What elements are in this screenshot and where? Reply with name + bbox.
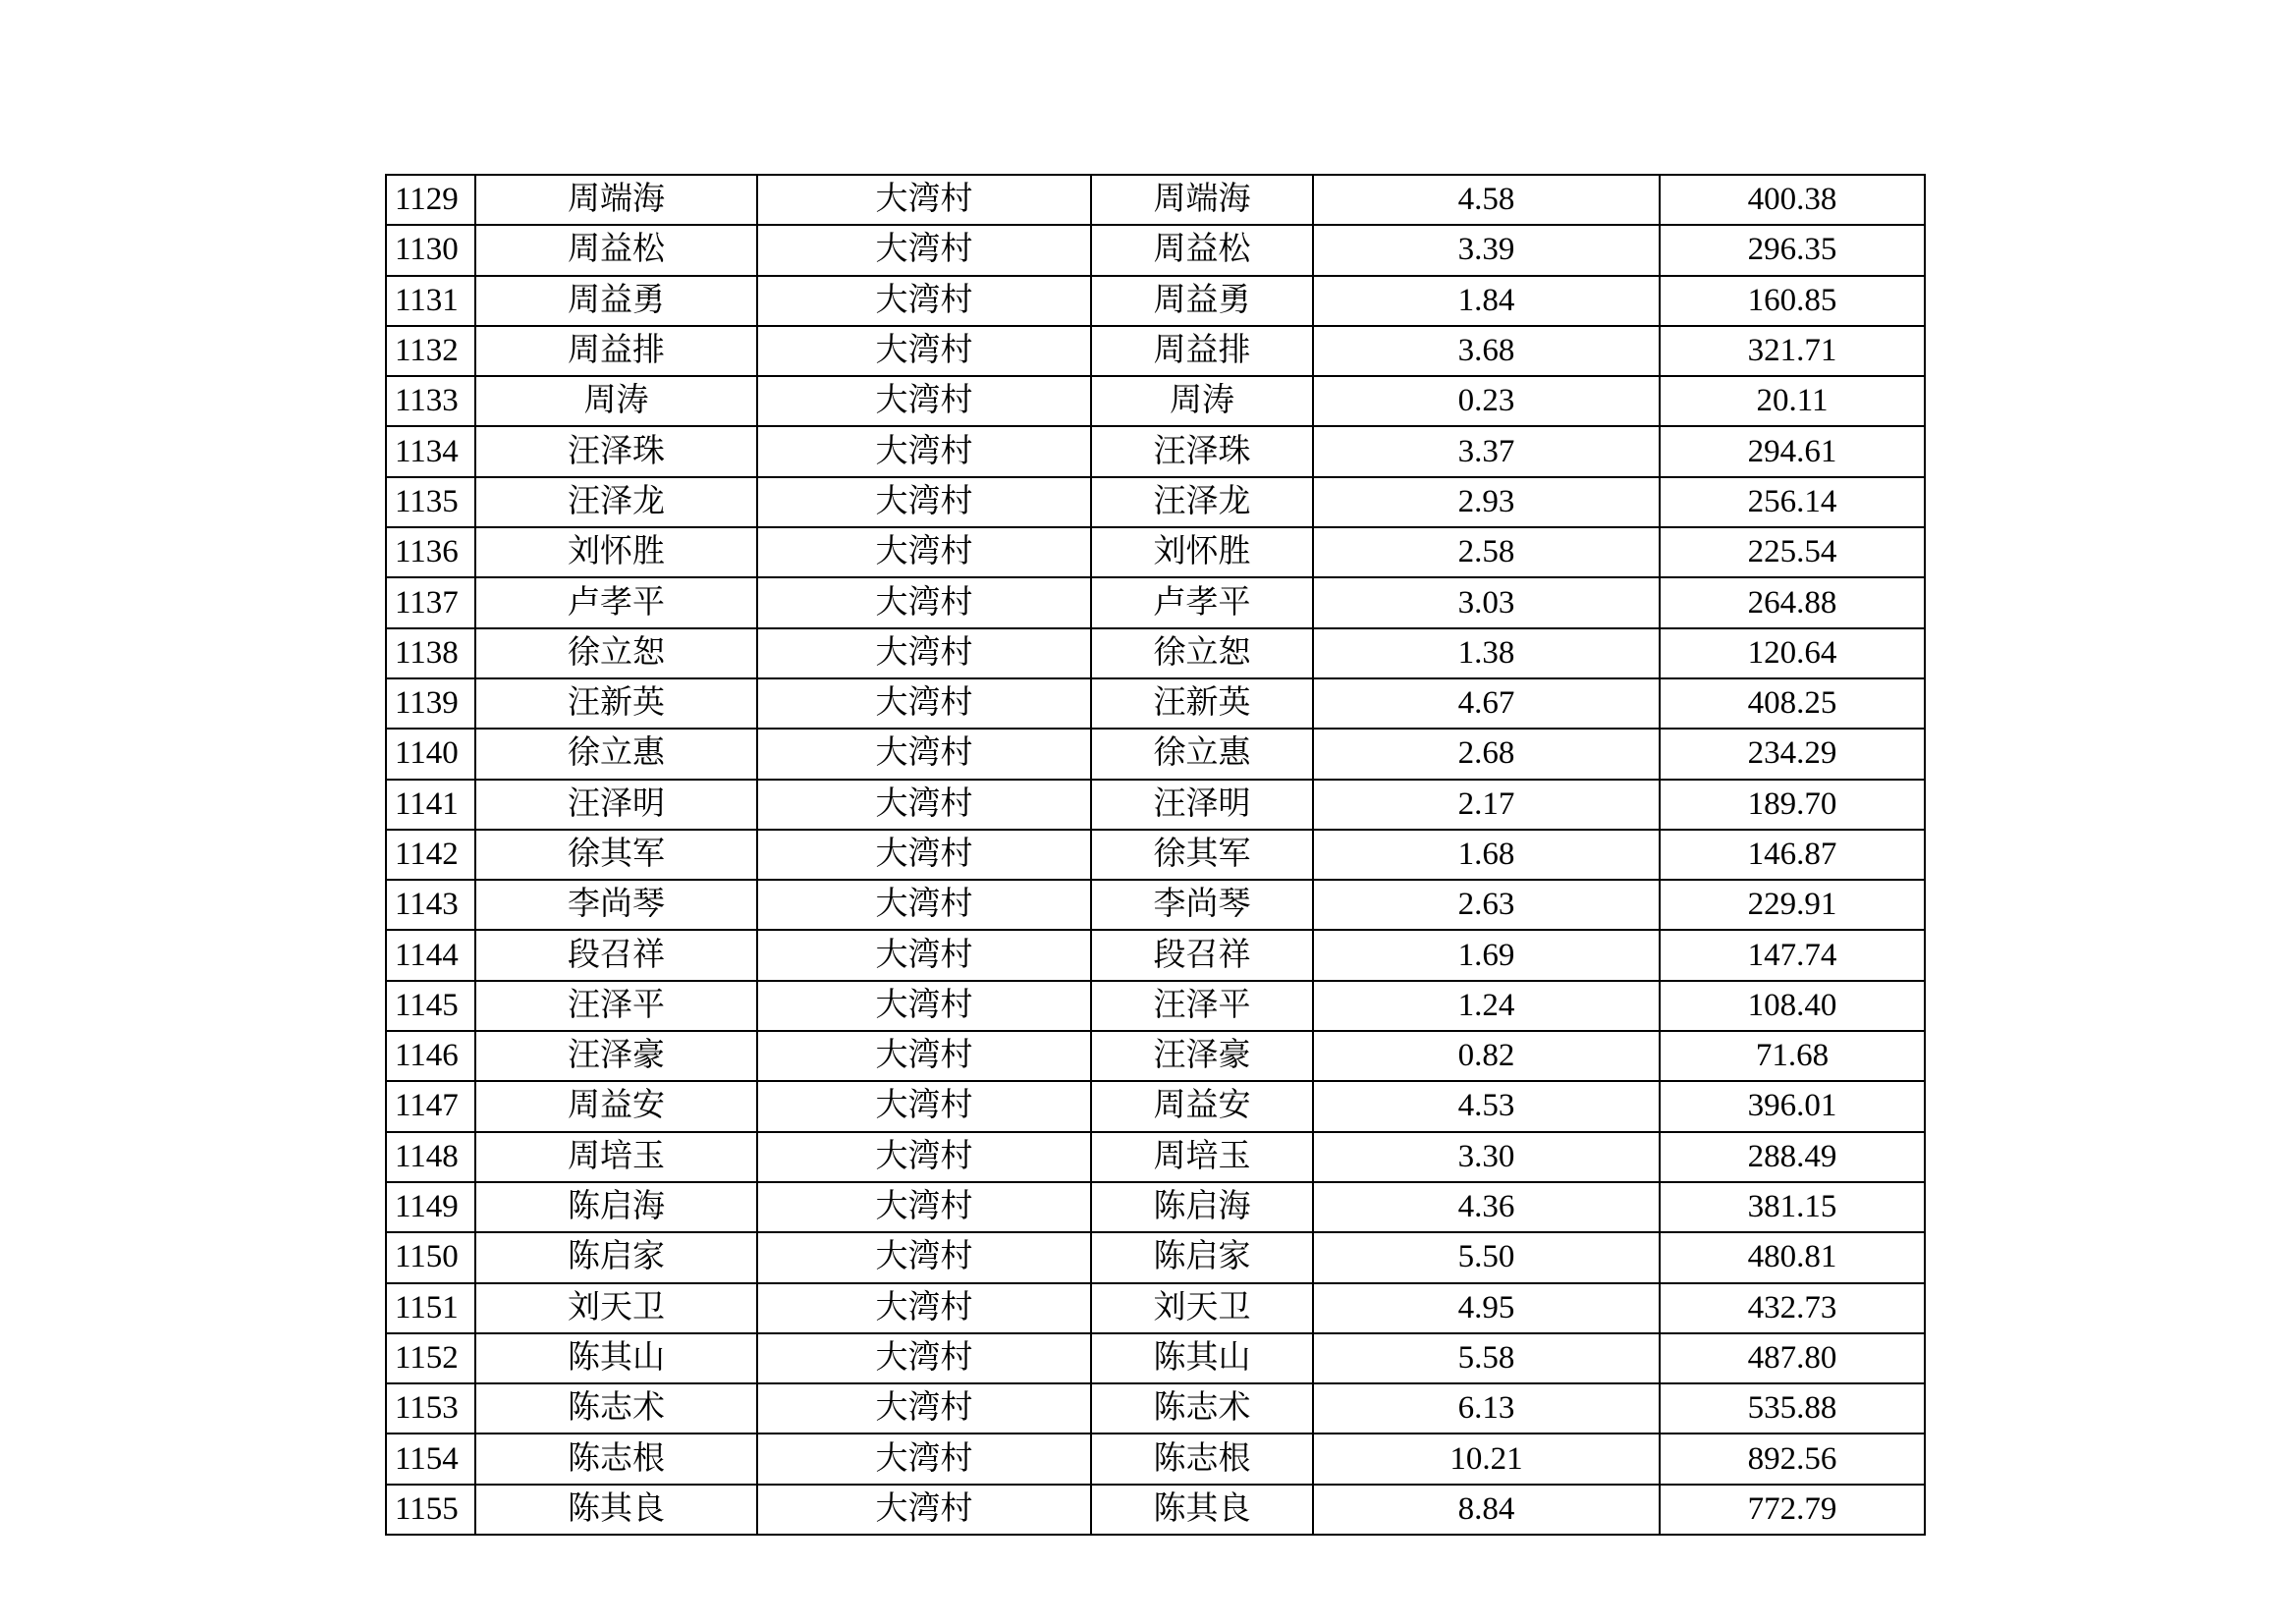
table-row <box>386 830 1925 880</box>
cell-amount: 296.35 <box>1660 225 1925 275</box>
cell-area: 10.21 <box>1313 1434 1660 1484</box>
cell-amount: 108.40 <box>1660 981 1925 1031</box>
data-table <box>385 174 1926 1536</box>
cell-village: 大湾村 <box>757 880 1091 930</box>
table-row <box>386 1383 1925 1434</box>
cell-name: 刘天卫 <box>475 1283 757 1333</box>
cell-serial-number: 1154 <box>386 1434 475 1484</box>
cell-household-head: 周涛 <box>1091 376 1313 426</box>
cell-amount: 535.88 <box>1660 1383 1925 1434</box>
table-row <box>386 628 1925 678</box>
cell-area: 4.58 <box>1313 175 1660 225</box>
cell-village: 大湾村 <box>757 780 1091 830</box>
cell-village: 大湾村 <box>757 1333 1091 1383</box>
table-row <box>386 1182 1925 1232</box>
cell-amount: 264.88 <box>1660 577 1925 627</box>
table-row <box>386 1485 1925 1535</box>
cell-village: 大湾村 <box>757 577 1091 627</box>
cell-amount: 396.01 <box>1660 1081 1925 1131</box>
cell-serial-number: 1131 <box>386 276 475 326</box>
cell-area: 0.82 <box>1313 1031 1660 1081</box>
table-row <box>386 1132 1925 1182</box>
cell-name: 陈启家 <box>475 1232 757 1282</box>
table-row <box>386 1232 1925 1282</box>
cell-amount: 229.91 <box>1660 880 1925 930</box>
cell-household-head: 周益松 <box>1091 225 1313 275</box>
cell-village: 大湾村 <box>757 477 1091 527</box>
cell-area: 1.38 <box>1313 628 1660 678</box>
cell-name: 卢孝平 <box>475 577 757 627</box>
cell-name: 周涛 <box>475 376 757 426</box>
cell-area: 2.58 <box>1313 527 1660 577</box>
cell-village: 大湾村 <box>757 426 1091 476</box>
cell-household-head: 段召祥 <box>1091 930 1313 980</box>
cell-area: 2.17 <box>1313 780 1660 830</box>
cell-serial-number: 1143 <box>386 880 475 930</box>
cell-serial-number: 1146 <box>386 1031 475 1081</box>
cell-serial-number: 1149 <box>386 1182 475 1232</box>
cell-serial-number: 1153 <box>386 1383 475 1434</box>
cell-household-head: 汪新英 <box>1091 678 1313 729</box>
cell-amount: 408.25 <box>1660 678 1925 729</box>
table-row <box>386 477 1925 527</box>
table-row <box>386 1283 1925 1333</box>
cell-village: 大湾村 <box>757 276 1091 326</box>
cell-serial-number: 1150 <box>386 1232 475 1282</box>
cell-serial-number: 1130 <box>386 225 475 275</box>
cell-amount: 189.70 <box>1660 780 1925 830</box>
cell-area: 3.37 <box>1313 426 1660 476</box>
cell-household-head: 周益安 <box>1091 1081 1313 1131</box>
cell-amount: 146.87 <box>1660 830 1925 880</box>
cell-village: 大湾村 <box>757 1081 1091 1131</box>
cell-household-head: 周益勇 <box>1091 276 1313 326</box>
cell-household-head: 刘怀胜 <box>1091 527 1313 577</box>
cell-area: 5.58 <box>1313 1333 1660 1383</box>
cell-household-head: 汪泽豪 <box>1091 1031 1313 1081</box>
cell-household-head: 周端海 <box>1091 175 1313 225</box>
table-row <box>386 678 1925 729</box>
cell-village: 大湾村 <box>757 628 1091 678</box>
cell-village: 大湾村 <box>757 1485 1091 1535</box>
table-row <box>386 1333 1925 1383</box>
cell-area: 5.50 <box>1313 1232 1660 1282</box>
cell-name: 周益安 <box>475 1081 757 1131</box>
cell-amount: 256.14 <box>1660 477 1925 527</box>
cell-household-head: 陈其良 <box>1091 1485 1313 1535</box>
cell-serial-number: 1133 <box>386 376 475 426</box>
table-row <box>386 426 1925 476</box>
cell-amount: 120.64 <box>1660 628 1925 678</box>
cell-area: 1.69 <box>1313 930 1660 980</box>
cell-name: 周端海 <box>475 175 757 225</box>
cell-amount: 400.38 <box>1660 175 1925 225</box>
cell-serial-number: 1132 <box>386 326 475 376</box>
cell-name: 陈启海 <box>475 1182 757 1232</box>
cell-name: 周益勇 <box>475 276 757 326</box>
cell-village: 大湾村 <box>757 1232 1091 1282</box>
cell-village: 大湾村 <box>757 930 1091 980</box>
cell-household-head: 汪泽平 <box>1091 981 1313 1031</box>
cell-name: 汪泽豪 <box>475 1031 757 1081</box>
cell-household-head: 徐立惠 <box>1091 729 1313 779</box>
cell-amount: 432.73 <box>1660 1283 1925 1333</box>
cell-household-head: 徐其军 <box>1091 830 1313 880</box>
cell-name: 徐立惠 <box>475 729 757 779</box>
cell-name: 李尚琴 <box>475 880 757 930</box>
cell-name: 汪泽平 <box>475 981 757 1031</box>
cell-area: 2.63 <box>1313 880 1660 930</box>
cell-name: 周培玉 <box>475 1132 757 1182</box>
table-row <box>386 1031 1925 1081</box>
cell-serial-number: 1148 <box>386 1132 475 1182</box>
table-row <box>386 376 1925 426</box>
table-body <box>386 175 1925 1535</box>
cell-area: 1.24 <box>1313 981 1660 1031</box>
table-row <box>386 930 1925 980</box>
cell-name: 徐立恕 <box>475 628 757 678</box>
table-row <box>386 276 1925 326</box>
cell-serial-number: 1139 <box>386 678 475 729</box>
cell-name: 刘怀胜 <box>475 527 757 577</box>
cell-amount: 20.11 <box>1660 376 1925 426</box>
cell-name: 陈志根 <box>475 1434 757 1484</box>
cell-amount: 892.56 <box>1660 1434 1925 1484</box>
cell-household-head: 陈志术 <box>1091 1383 1313 1434</box>
table-row <box>386 1434 1925 1484</box>
cell-amount: 160.85 <box>1660 276 1925 326</box>
cell-household-head: 李尚琴 <box>1091 880 1313 930</box>
cell-serial-number: 1134 <box>386 426 475 476</box>
cell-area: 2.93 <box>1313 477 1660 527</box>
cell-household-head: 陈志根 <box>1091 1434 1313 1484</box>
cell-name: 汪泽龙 <box>475 477 757 527</box>
cell-household-head: 汪泽明 <box>1091 780 1313 830</box>
cell-village: 大湾村 <box>757 1132 1091 1182</box>
cell-village: 大湾村 <box>757 225 1091 275</box>
cell-household-head: 周培玉 <box>1091 1132 1313 1182</box>
cell-amount: 487.80 <box>1660 1333 1925 1383</box>
table-row <box>386 326 1925 376</box>
cell-household-head: 刘天卫 <box>1091 1283 1313 1333</box>
cell-village: 大湾村 <box>757 175 1091 225</box>
table-row <box>386 981 1925 1031</box>
cell-village: 大湾村 <box>757 1383 1091 1434</box>
cell-household-head: 汪泽龙 <box>1091 477 1313 527</box>
cell-village: 大湾村 <box>757 376 1091 426</box>
cell-village: 大湾村 <box>757 830 1091 880</box>
cell-serial-number: 1136 <box>386 527 475 577</box>
cell-name: 汪泽珠 <box>475 426 757 476</box>
cell-serial-number: 1152 <box>386 1333 475 1383</box>
cell-amount: 71.68 <box>1660 1031 1925 1081</box>
cell-serial-number: 1145 <box>386 981 475 1031</box>
table-row <box>386 1081 1925 1131</box>
cell-village: 大湾村 <box>757 729 1091 779</box>
cell-amount: 381.15 <box>1660 1182 1925 1232</box>
cell-serial-number: 1129 <box>386 175 475 225</box>
cell-amount: 772.79 <box>1660 1485 1925 1535</box>
cell-household-head: 陈其山 <box>1091 1333 1313 1383</box>
cell-serial-number: 1141 <box>386 780 475 830</box>
cell-name: 段召祥 <box>475 930 757 980</box>
cell-name: 徐其军 <box>475 830 757 880</box>
table-row <box>386 175 1925 225</box>
cell-area: 4.67 <box>1313 678 1660 729</box>
table-row <box>386 225 1925 275</box>
cell-household-head: 汪泽珠 <box>1091 426 1313 476</box>
cell-amount: 288.49 <box>1660 1132 1925 1182</box>
cell-serial-number: 1142 <box>386 830 475 880</box>
cell-amount: 225.54 <box>1660 527 1925 577</box>
cell-village: 大湾村 <box>757 1434 1091 1484</box>
cell-serial-number: 1135 <box>386 477 475 527</box>
cell-serial-number: 1151 <box>386 1283 475 1333</box>
cell-village: 大湾村 <box>757 1182 1091 1232</box>
cell-name: 陈志术 <box>475 1383 757 1434</box>
cell-area: 2.68 <box>1313 729 1660 779</box>
cell-area: 0.23 <box>1313 376 1660 426</box>
cell-amount: 147.74 <box>1660 930 1925 980</box>
cell-household-head: 周益排 <box>1091 326 1313 376</box>
cell-area: 1.84 <box>1313 276 1660 326</box>
cell-name: 陈其良 <box>475 1485 757 1535</box>
table-row <box>386 577 1925 627</box>
table-row <box>386 880 1925 930</box>
cell-amount: 321.71 <box>1660 326 1925 376</box>
cell-serial-number: 1147 <box>386 1081 475 1131</box>
cell-name: 汪泽明 <box>475 780 757 830</box>
cell-name: 周益松 <box>475 225 757 275</box>
cell-amount: 294.61 <box>1660 426 1925 476</box>
cell-area: 8.84 <box>1313 1485 1660 1535</box>
cell-household-head: 陈启海 <box>1091 1182 1313 1232</box>
cell-household-head: 卢孝平 <box>1091 577 1313 627</box>
cell-village: 大湾村 <box>757 1283 1091 1333</box>
table-row <box>386 527 1925 577</box>
cell-serial-number: 1137 <box>386 577 475 627</box>
table-row <box>386 780 1925 830</box>
cell-village: 大湾村 <box>757 1031 1091 1081</box>
cell-serial-number: 1138 <box>386 628 475 678</box>
cell-household-head: 徐立恕 <box>1091 628 1313 678</box>
cell-village: 大湾村 <box>757 678 1091 729</box>
cell-area: 3.68 <box>1313 326 1660 376</box>
cell-area: 4.53 <box>1313 1081 1660 1131</box>
cell-area: 3.39 <box>1313 225 1660 275</box>
cell-village: 大湾村 <box>757 527 1091 577</box>
cell-village: 大湾村 <box>757 326 1091 376</box>
table-row <box>386 729 1925 779</box>
cell-amount: 234.29 <box>1660 729 1925 779</box>
cell-area: 4.36 <box>1313 1182 1660 1232</box>
cell-area: 3.30 <box>1313 1132 1660 1182</box>
cell-name: 汪新英 <box>475 678 757 729</box>
cell-village: 大湾村 <box>757 981 1091 1031</box>
cell-area: 1.68 <box>1313 830 1660 880</box>
cell-serial-number: 1144 <box>386 930 475 980</box>
cell-serial-number: 1155 <box>386 1485 475 1535</box>
cell-household-head: 陈启家 <box>1091 1232 1313 1282</box>
cell-area: 3.03 <box>1313 577 1660 627</box>
cell-name: 周益排 <box>475 326 757 376</box>
cell-serial-number: 1140 <box>386 729 475 779</box>
cell-amount: 480.81 <box>1660 1232 1925 1282</box>
cell-area: 6.13 <box>1313 1383 1660 1434</box>
cell-name: 陈其山 <box>475 1333 757 1383</box>
cell-area: 4.95 <box>1313 1283 1660 1333</box>
